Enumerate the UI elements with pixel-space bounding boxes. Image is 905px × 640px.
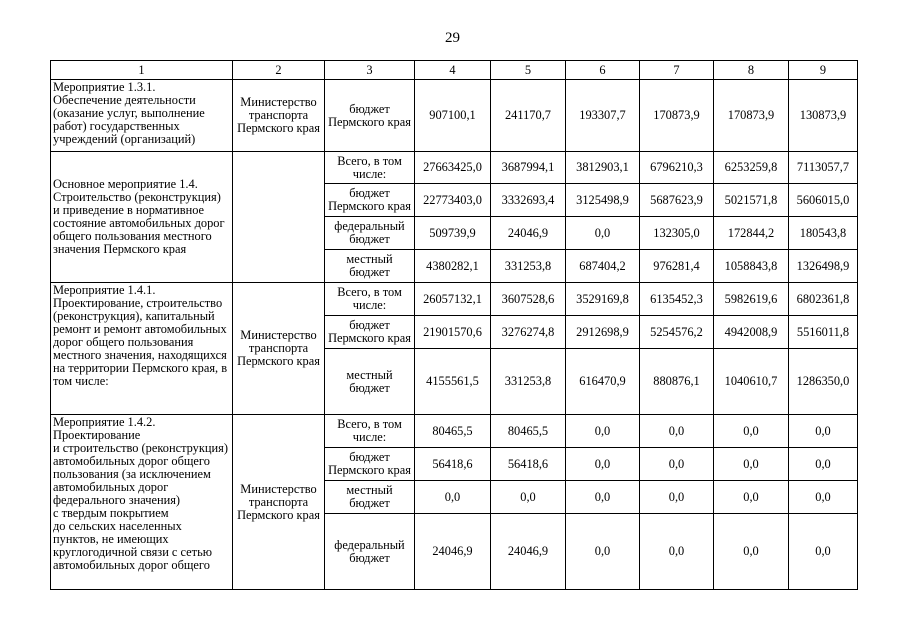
amount-cell: 616470,9 — [566, 349, 640, 415]
amount-cell: 3607528,6 — [491, 283, 566, 316]
amount-cell: 0,0 — [789, 448, 858, 481]
amount-cell: 3687994,1 — [491, 152, 566, 184]
funding-source-cell: местный бюджет — [325, 250, 415, 283]
amount-cell: 880876,1 — [640, 349, 714, 415]
amount-cell: 56418,6 — [491, 448, 566, 481]
amount-cell: 1058843,8 — [714, 250, 789, 283]
amount-cell: 170873,9 — [640, 80, 714, 152]
executor-cell — [233, 152, 325, 283]
budget-table — [50, 60, 858, 590]
amount-cell: 0,0 — [491, 481, 566, 514]
amount-cell: 907100,1 — [415, 80, 491, 152]
amount-cell: 24046,9 — [491, 514, 566, 590]
amount-cell: 1326498,9 — [789, 250, 858, 283]
amount-cell: 241170,7 — [491, 80, 566, 152]
header-cell: 7 — [640, 61, 714, 80]
amount-cell: 21901570,6 — [415, 316, 491, 349]
amount-cell: 0,0 — [566, 448, 640, 481]
amount-cell: 5254576,2 — [640, 316, 714, 349]
amount-cell: 0,0 — [415, 481, 491, 514]
amount-cell: 0,0 — [566, 217, 640, 250]
amount-cell: 80465,5 — [491, 415, 566, 448]
header-cell: 8 — [714, 61, 789, 80]
amount-cell: 170873,9 — [714, 80, 789, 152]
page-number: 29 — [445, 30, 460, 46]
table-row — [51, 152, 858, 184]
amount-cell: 2912698,9 — [566, 316, 640, 349]
amount-cell: 0,0 — [640, 514, 714, 590]
amount-cell: 331253,8 — [491, 349, 566, 415]
funding-source-cell: федеральный бюджет — [325, 514, 415, 590]
amount-cell: 5687623,9 — [640, 184, 714, 217]
amount-cell: 0,0 — [714, 448, 789, 481]
amount-cell: 5606015,0 — [789, 184, 858, 217]
amount-cell: 4155561,5 — [415, 349, 491, 415]
table-row — [51, 415, 858, 448]
amount-cell: 976281,4 — [640, 250, 714, 283]
funding-source-cell: бюджет Пермского края — [325, 80, 415, 152]
amount-cell: 0,0 — [640, 481, 714, 514]
amount-cell: 24046,9 — [491, 217, 566, 250]
amount-cell: 4942008,9 — [714, 316, 789, 349]
amount-cell: 0,0 — [789, 415, 858, 448]
table-row — [51, 80, 858, 152]
amount-cell: 130873,9 — [789, 80, 858, 152]
amount-cell: 0,0 — [640, 448, 714, 481]
funding-source-cell: местный бюджет — [325, 349, 415, 415]
funding-source-cell: федеральный бюджет — [325, 217, 415, 250]
amount-cell: 193307,7 — [566, 80, 640, 152]
amount-cell: 4380282,1 — [415, 250, 491, 283]
amount-cell: 0,0 — [566, 514, 640, 590]
amount-cell: 27663425,0 — [415, 152, 491, 184]
amount-cell: 180543,8 — [789, 217, 858, 250]
amount-cell: 7113057,7 — [789, 152, 858, 184]
amount-cell: 0,0 — [566, 481, 640, 514]
amount-cell: 687404,2 — [566, 250, 640, 283]
amount-cell: 5021571,8 — [714, 184, 789, 217]
funding-source-cell: бюджет Пермского края — [325, 316, 415, 349]
header-cell: 4 — [415, 61, 491, 80]
amount-cell: 0,0 — [640, 415, 714, 448]
amount-cell: 0,0 — [714, 415, 789, 448]
amount-cell: 509739,9 — [415, 217, 491, 250]
header-cell: 9 — [789, 61, 858, 80]
header-row — [51, 61, 858, 80]
funding-source-cell: местный бюджет — [325, 481, 415, 514]
event-cell: Мероприятие 1.4.1. Проектирование, строительство (реконструкция), капитальный ремонт и ремонт автомобильных дорог общего пользования местного значения, находящихся на территории Пермского края, в том числе: — [51, 283, 233, 415]
amount-cell: 132305,0 — [640, 217, 714, 250]
amount-cell: 0,0 — [789, 481, 858, 514]
amount-cell: 3276274,8 — [491, 316, 566, 349]
header-cell: 3 — [325, 61, 415, 80]
executor-cell: Министерство транспорта Пермского края — [233, 415, 325, 590]
amount-cell: 172844,2 — [714, 217, 789, 250]
event-cell: Мероприятие 1.3.1. Обеспечение деятельности (оказание услуг, выполнение работ) государственных учреждений (организаций) — [51, 80, 233, 152]
header-cell: 1 — [51, 61, 233, 80]
amount-cell: 6253259,8 — [714, 152, 789, 184]
amount-cell: 0,0 — [566, 415, 640, 448]
funding-source-cell: Всего, в том числе: — [325, 283, 415, 316]
amount-cell: 56418,6 — [415, 448, 491, 481]
header-cell: 2 — [233, 61, 325, 80]
executor-cell: Министерство транспорта Пермского края — [233, 283, 325, 415]
amount-cell: 3125498,9 — [566, 184, 640, 217]
amount-cell: 6135452,3 — [640, 283, 714, 316]
table-row — [51, 283, 858, 316]
amount-cell: 1040610,7 — [714, 349, 789, 415]
amount-cell: 26057132,1 — [415, 283, 491, 316]
amount-cell: 0,0 — [789, 514, 858, 590]
amount-cell: 0,0 — [714, 514, 789, 590]
amount-cell: 6802361,8 — [789, 283, 858, 316]
amount-cell: 0,0 — [714, 481, 789, 514]
amount-cell: 22773403,0 — [415, 184, 491, 217]
event-cell: Основное мероприятие 1.4. Строительство (реконструкция) и приведение в нормативное состояние автомобильных дорог общего пользования местного значения Пермского края — [51, 152, 233, 283]
funding-source-cell: бюджет Пермского края — [325, 448, 415, 481]
funding-source-cell: Всего, в том числе: — [325, 152, 415, 184]
header-cell: 6 — [566, 61, 640, 80]
header-cell: 5 — [491, 61, 566, 80]
funding-source-cell: Всего, в том числе: — [325, 415, 415, 448]
executor-cell: Министерство транспорта Пермского края — [233, 80, 325, 152]
funding-source-cell: бюджет Пермского края — [325, 184, 415, 217]
event-cell: Мероприятие 1.4.2. Проектирование и строительство (реконструкция) автомобильных дорог общего пользования (за исключением автомобильных дорог федерального значения) с твердым покрытием до сельских населенных пунктов, не имеющих круглогодичной связи с сетью автомобильных дорог общего — [51, 415, 233, 590]
amount-cell: 5516011,8 — [789, 316, 858, 349]
amount-cell: 3332693,4 — [491, 184, 566, 217]
amount-cell: 1286350,0 — [789, 349, 858, 415]
amount-cell: 3529169,8 — [566, 283, 640, 316]
amount-cell: 6796210,3 — [640, 152, 714, 184]
amount-cell: 24046,9 — [415, 514, 491, 590]
amount-cell: 3812903,1 — [566, 152, 640, 184]
amount-cell: 5982619,6 — [714, 283, 789, 316]
amount-cell: 80465,5 — [415, 415, 491, 448]
amount-cell: 331253,8 — [491, 250, 566, 283]
